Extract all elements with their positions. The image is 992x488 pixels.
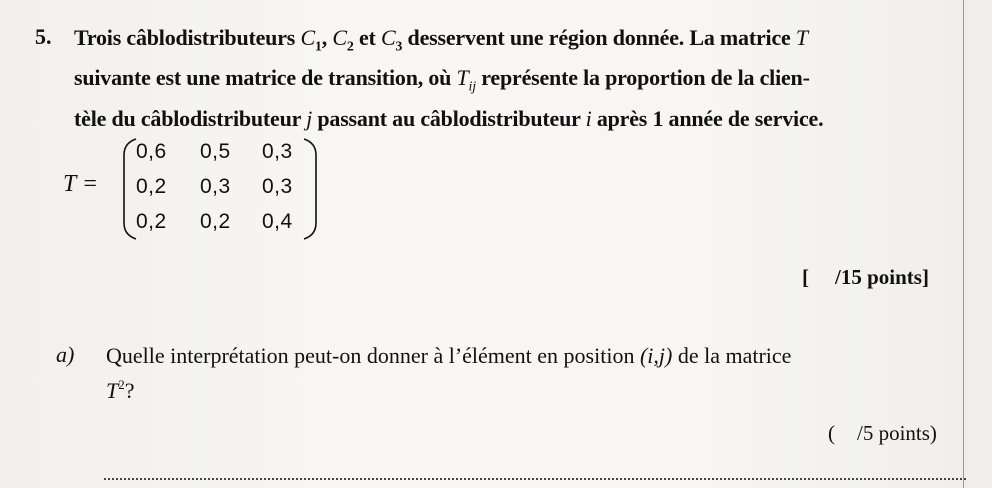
question-mark: ? xyxy=(124,378,135,403)
matrix-cell-1-2: 0,5 xyxy=(200,140,231,163)
statement-text: , xyxy=(321,25,333,50)
points-value: /5 points) xyxy=(857,421,937,445)
statement-text: représente la proportion de la clien- xyxy=(475,65,810,91)
subscript-3: 3 xyxy=(395,39,403,55)
part-a-text: Quelle interprétation peut-on donner à l’élément en position xyxy=(106,343,640,368)
matrix-cell-1-3: 0,3 xyxy=(262,140,293,163)
position-ij: (i,j) xyxy=(639,343,673,368)
symbol-c1: C xyxy=(300,25,315,50)
symbol-j: j xyxy=(306,105,313,131)
matrix-cell-2-2: 0,3 xyxy=(200,175,231,198)
statement-line-1 xyxy=(74,22,954,62)
statement-text: et xyxy=(353,25,381,50)
points-value: /15 points] xyxy=(835,265,929,289)
statement-line-2 xyxy=(74,62,954,102)
part-a-line-1 xyxy=(106,341,966,370)
question-statement xyxy=(74,22,954,134)
symbol-t: T xyxy=(795,25,808,50)
transition-matrix xyxy=(122,137,318,241)
symbol-t-squared: T xyxy=(106,378,119,403)
exponent-2: 2 xyxy=(118,377,125,392)
matrix-cell-3-2: 0,2 xyxy=(200,210,231,233)
subscript-2: 2 xyxy=(346,39,354,55)
matrix-cell-3-1: 0,2 xyxy=(136,210,167,233)
statement-text: desservent une région donnée. La matrice xyxy=(402,25,796,50)
matrix-label: T = xyxy=(63,171,99,197)
statement-text: passant au câblodistributeur xyxy=(312,105,586,131)
matrix-cell-1-1: 0,6 xyxy=(136,140,167,163)
symbol-c2: C xyxy=(332,25,347,50)
symbol-c3: C xyxy=(380,25,396,50)
points-total xyxy=(802,265,929,290)
statement-text: Trois câblodistributeurs xyxy=(74,25,301,50)
part-a-line-2 xyxy=(106,370,966,405)
symbol-i: i xyxy=(585,105,592,131)
statement-text: après 1 année de service. xyxy=(591,105,824,131)
matrix-cell-2-1: 0,2 xyxy=(136,175,167,198)
points-part-a xyxy=(828,421,937,446)
points-bracket-open: [ xyxy=(802,265,809,289)
symbol-t: T xyxy=(456,65,469,91)
part-a-label: a) xyxy=(56,342,75,367)
statement-text: tèle du câblodistributeur xyxy=(74,105,307,131)
answer-line[interactable] xyxy=(104,478,966,480)
points-paren-open: ( xyxy=(828,421,835,445)
statement-text: suivante est une matrice de transition, où xyxy=(74,65,457,91)
part-a-text: de la matrice xyxy=(672,343,792,368)
statement-line-3 xyxy=(74,103,954,134)
matrix-cell-3-3: 0,4 xyxy=(262,210,293,233)
subscript-ij: ij xyxy=(468,79,476,95)
subscript-1: 1 xyxy=(314,39,322,55)
question-number: 5. xyxy=(35,24,52,49)
matrix-cell-2-3: 0,3 xyxy=(262,175,293,198)
margin-rule xyxy=(963,0,964,488)
part-a-question xyxy=(106,341,966,405)
